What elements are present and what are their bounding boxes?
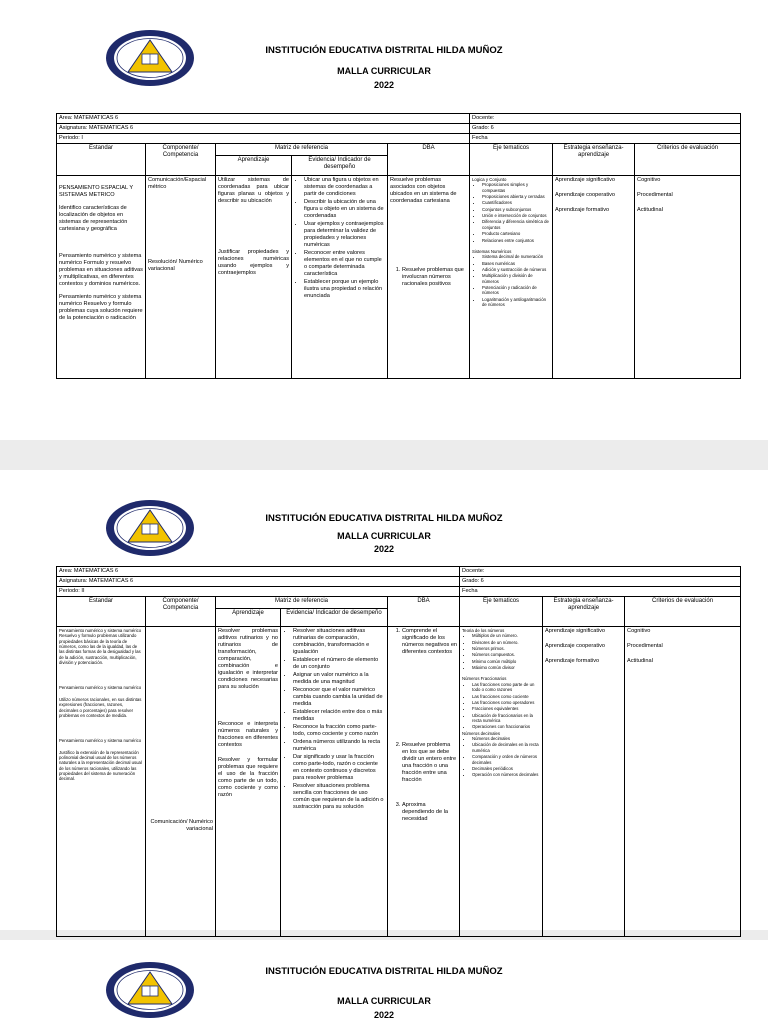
header-componente: Componente/ Competencia: [146, 596, 216, 626]
header-aprendizaje: Aprendizaje: [216, 155, 292, 175]
criterios-cell: [635, 175, 741, 378]
evidencia-cell: [292, 175, 388, 378]
document-subtitle: MALLA CURRICULAR: [337, 531, 431, 541]
header-dba: DBA: [388, 143, 470, 175]
eje-section-title: Números Fraccionarios: [462, 676, 507, 682]
document-subtitle: MALLA CURRICULAR: [337, 996, 431, 1006]
list-item: • Las fracciones como cociente: [472, 694, 540, 699]
header-componente: Componente/ Competencia: [146, 143, 216, 175]
estandar-text: Pensamiento numérico y sistema numérico: [59, 627, 142, 633]
criterio-text: Actitudinal: [637, 206, 663, 213]
list-item: • Divisores de un número.: [472, 640, 540, 645]
aprendizaje-text: Reconoce e interpreta números naturales y fracciones en diferentes contextos: [218, 720, 278, 748]
list-item: • Unión e intersección de conjuntos: [482, 213, 550, 218]
list-item: • Ubicación de decimales en la recta numérica: [472, 742, 540, 753]
fecha-cell: Fecha: [460, 586, 741, 596]
criterio-text: Procedimental: [627, 642, 663, 649]
header-dba: DBA: [388, 596, 460, 626]
list-item: 1. Resuelve problemas que involucran números racionales positivos: [402, 267, 467, 288]
list-item: • Decimales periódicos: [472, 766, 540, 771]
estandar-text: Identifico características de localización de objetos en sistemas de representación cartesiana y geográfica: [59, 204, 128, 232]
curriculum-table-period-2: [56, 566, 741, 937]
list-item: • Las fracciones como operadores: [472, 700, 540, 705]
header-eje: Eje tematicos: [460, 596, 543, 626]
eje-section-title: Números decimales: [462, 730, 501, 736]
dba-cell: [388, 175, 470, 378]
document-year: 2022: [373, 80, 395, 90]
estrategia-cell: [543, 626, 625, 936]
list-item: • Establecer porque un ejemplo ilustra una propiedad o relación enunciada: [304, 279, 385, 300]
docente-cell: Docente:: [470, 114, 741, 124]
estandar-text: Justifico la extensión de la representación polinomial decimal usual de los números naturales a la representación decimal usual de los números racionales, utilizando las propiedades del sistema de numeración decimal.: [59, 749, 142, 782]
list-item: • Bases numéricas: [482, 261, 550, 266]
list-item: • Resolver situaciones problema sencilla con fracciones de uso común que requieran de la adición o sustracción para su solución: [293, 783, 385, 811]
estrategia-text: Aprendizaje formativo: [545, 657, 600, 664]
document-year: 2022: [373, 544, 395, 554]
componente-cell: [146, 626, 216, 936]
aprendizaje-text: Utilizar sistemas de coordenadas para ubicar figuras planas u objetos y describir su ubicación: [218, 176, 289, 204]
docente-cell: Docente:: [460, 567, 741, 577]
header-estrategia: Estrategia enseñanza-aprendizaje: [553, 143, 635, 175]
list-item: • Logaritmación y antilogaritmación de números: [482, 297, 550, 308]
list-item: • Proposiciones abierta y cerradas: [482, 194, 550, 199]
list-item: • Múltiplos de un número.: [472, 633, 540, 638]
criterios-cell: [625, 626, 741, 936]
componente-text: Comunicación/ Numérico variacional: [150, 819, 213, 833]
header-evidencia: Evidencia/ Indicador de desempeño: [281, 608, 388, 626]
componente-text: Resolución/ Numérico variacional: [148, 258, 203, 272]
list-item: • Reconocer que el valor numérico cambia cuando cambia la unidad de medida: [293, 687, 385, 708]
document-subtitle: MALLA CURRICULAR: [337, 66, 431, 76]
estandar-cell: [57, 626, 146, 936]
aprendizaje-cell: [216, 175, 292, 378]
institution-title: INSTITUCIÓN EDUCATIVA DISTRITAL HILDA MUÑOZ: [265, 513, 503, 524]
list-item: • Establecer el número de elemento de un conjunto: [293, 657, 385, 671]
asignatura-cell: Asignatura: MATEMATICAS 6: [57, 576, 460, 586]
list-item: • Fracciones equivalentes: [472, 706, 540, 711]
list-item: • Resolver situaciones aditivas rutinarias de comparación, combinación, transformación e igualación: [293, 628, 385, 656]
list-item: • Operaciones con fraccionarios: [472, 724, 540, 729]
list-item: • Dar significado y usar la fracción como parte-todo, razón o cociente en contexto continuos y discretos para resolver problemas: [293, 754, 385, 782]
estandar-cell: [57, 175, 146, 378]
estrategia-text: Aprendizaje significativo: [545, 627, 606, 634]
header-criterios: Criterios de evaluación: [635, 143, 741, 175]
estrategia-text: Aprendizaje formativo: [555, 206, 610, 213]
list-item: • Mínimo común múltiplo: [472, 659, 540, 664]
list-item: • Operación con números decimales: [472, 772, 540, 777]
estandar-text: Utilizo números racionales, en sus distintas expresiones (fracciones, razones, decimales o porcentajes) para resolver problemas en contextos de medida.: [59, 696, 142, 718]
list-item: • Sistema decimal de numeración: [482, 254, 550, 259]
area-cell: Area: MATEMATICAS 6: [57, 114, 470, 124]
eje-section-title: Teoria de los números: [462, 627, 505, 633]
periodo-cell: Periodo: II: [57, 586, 460, 596]
list-item: • Potenciación y radicación de números: [482, 285, 550, 296]
grado-cell: Grado: 6: [460, 576, 741, 586]
grado-cell: Grado: 6: [470, 123, 741, 133]
institution-title: INSTITUCIÓN EDUCATIVA DISTRITAL HILDA MUÑOZ: [265, 966, 503, 977]
aprendizaje-text: Justificar propiedades y relaciones numéricas usando ejemplos y contraejemplos: [218, 248, 289, 276]
periodo-cell: Periodo: I: [57, 133, 470, 143]
curriculum-table-period-1: [56, 113, 741, 379]
dba-cell: [388, 626, 460, 936]
criterio-text: Actitudinal: [627, 657, 653, 664]
list-item: • Las fracciones como parte de un todo o como razones: [472, 682, 540, 693]
list-item: • Números primos.: [472, 646, 540, 651]
header-criterios: Criterios de evaluación: [625, 596, 741, 626]
institution-title: INSTITUCIÓN EDUCATIVA DISTRITAL HILDA MUÑOZ: [265, 45, 503, 56]
header-evidencia: Evidencia/ Indicador de desempeño: [292, 155, 388, 175]
dba-text: Resuelve problemas asociados con objetos ubicados en un sistema de coordenadas cartesiana: [390, 176, 457, 204]
school-crest-icon: [104, 28, 196, 88]
criterio-text: Cognitivo: [627, 627, 651, 634]
componente-cell: [146, 175, 216, 378]
evidencia-cell: [281, 626, 388, 936]
estandar-text: Pensamiento numérico y sistema numérico Formulo y resuelvo problemas en situaciones aditivas y multiplicativas, en diferentes contextos y dominios numéricos.: [59, 252, 143, 287]
aprendizaje-cell: [216, 626, 281, 936]
list-item: • Producto cartesiano: [482, 231, 550, 236]
list-item: 1. Comprende el significado de los números negativos en diferentes contextos: [402, 628, 457, 656]
list-item: • Proposiciones simples y compuestas: [482, 182, 550, 193]
eje-cell: [470, 175, 553, 378]
list-item: • Cuantificadores: [482, 200, 550, 205]
document-year: 2022: [373, 1010, 395, 1020]
area-cell: Area: MATEMATICAS 6: [57, 567, 460, 577]
list-item: • Ordena números utilizando la recta numérica: [293, 739, 385, 753]
list-item: • Relaciones entre conjuntos: [482, 238, 550, 243]
eje-cell: [460, 626, 543, 936]
list-item: • Multiplicación y división de números: [482, 273, 550, 284]
header-matriz: Matriz de referencia: [216, 596, 388, 608]
list-item: 2. Resuelve problema en los que se debe dividir un entero entre una fracción o una fracción entre una fracción: [402, 742, 457, 784]
eje-section-title: Logica y Conjunto: [472, 176, 507, 182]
estandar-text: Pensamiento numérico y sistema numérico Resuelvo y formulo problemas cuya solución requiere de la potenciación o radicación: [59, 293, 143, 321]
estrategia-cell: [553, 175, 635, 378]
estandar-text: Resuelvo y formulo problemas utilizando propiedades básicas de la teoría de números, como las de la igualdad, las de las distintas formas de la desigualdad y las de la adición, sustracción, multiplicación, división y potenciación.: [59, 633, 141, 666]
estrategia-text: Aprendizaje significativo: [555, 176, 616, 183]
list-item: • Diferencia y diferencia simétrica de conjuntos: [482, 219, 550, 230]
header-matriz: Matriz de referencia: [216, 143, 388, 155]
componente-text: Comunicación/Espacial métrico: [148, 176, 207, 190]
estandar-text: Pensamiento numérico y sistema numérico: [59, 738, 142, 744]
fecha-cell: Fecha: [470, 133, 741, 143]
list-item: • Establecer relación entre dos o más medidas: [293, 709, 385, 723]
aprendizaje-text: Resolver y formular problemas que requiere el uso de la fracción como parte de un todo, como cociente y como razón: [218, 756, 278, 798]
list-item: • Usar ejemplos y contraejemplos para determinar la validez de propiedades y relaciones numéricas: [304, 221, 385, 249]
estrategia-text: Aprendizaje cooperativo: [555, 191, 616, 198]
estrategia-text: Aprendizaje cooperativo: [545, 642, 606, 649]
list-item: • Números decimales: [472, 736, 540, 741]
list-item: 3. Aproxima dependiendo de la necesidad: [402, 802, 457, 823]
list-item: • Números compuestos.: [472, 652, 540, 657]
list-item: • Describir la ubicación de una figura u objeto en un sistema de coordenadas: [304, 199, 385, 220]
eje-section-title: Sistemas Numéricos: [472, 248, 512, 254]
criterio-text: Cognitivo: [637, 176, 661, 183]
aprendizaje-text: Resolver problemas aditivos rutinarios y no rutinarios de transformación, comparación, combinación e igualación e interpretar condiciones necesarias para su solución: [218, 627, 278, 690]
list-item: • Ubicación de fraccionarios en la recta numérica: [472, 713, 540, 724]
header-eje: Eje tematicos: [470, 143, 553, 175]
header-estandar: Estandar: [57, 143, 146, 175]
list-item: • Ubicar una figura u objetos en sistemas de coordenadas a partir de condiciones: [304, 177, 385, 198]
list-item: • Reconocer entre valores elementos en el que no cumple o comparte determinada característica: [304, 250, 385, 278]
asignatura-cell: Asignatura: MATEMATICAS 6: [57, 123, 470, 133]
list-item: • Adición y sustracción de números: [482, 267, 550, 272]
document-page-1: [0, 0, 768, 440]
estandar-text: Pensamiento numérico y sistema numérico: [59, 685, 142, 691]
list-item: • Máximo común divisor: [472, 665, 540, 670]
list-item: • Comparación y orden de números decimales: [472, 754, 540, 765]
header-aprendizaje: Aprendizaje: [216, 608, 281, 626]
criterio-text: Procedimental: [637, 191, 673, 198]
estandar-text: PENSAMIENTO ESPACIAL Y SISTEMAS METRICO: [59, 184, 133, 198]
list-item: • Reconoce la fracción como parte-todo, como cociente y como razón: [293, 724, 385, 738]
list-item: • Conjuntos y subconjuntos: [482, 207, 550, 212]
list-item: • Asignar un valor numérico a la medida de una magnitud: [293, 672, 385, 686]
document-page-2: [0, 470, 768, 930]
header-estandar: Estandar: [57, 596, 146, 626]
header-estrategia: Estrategia enseñanza-aprendizaje: [543, 596, 625, 626]
document-page-3: [0, 940, 768, 1024]
